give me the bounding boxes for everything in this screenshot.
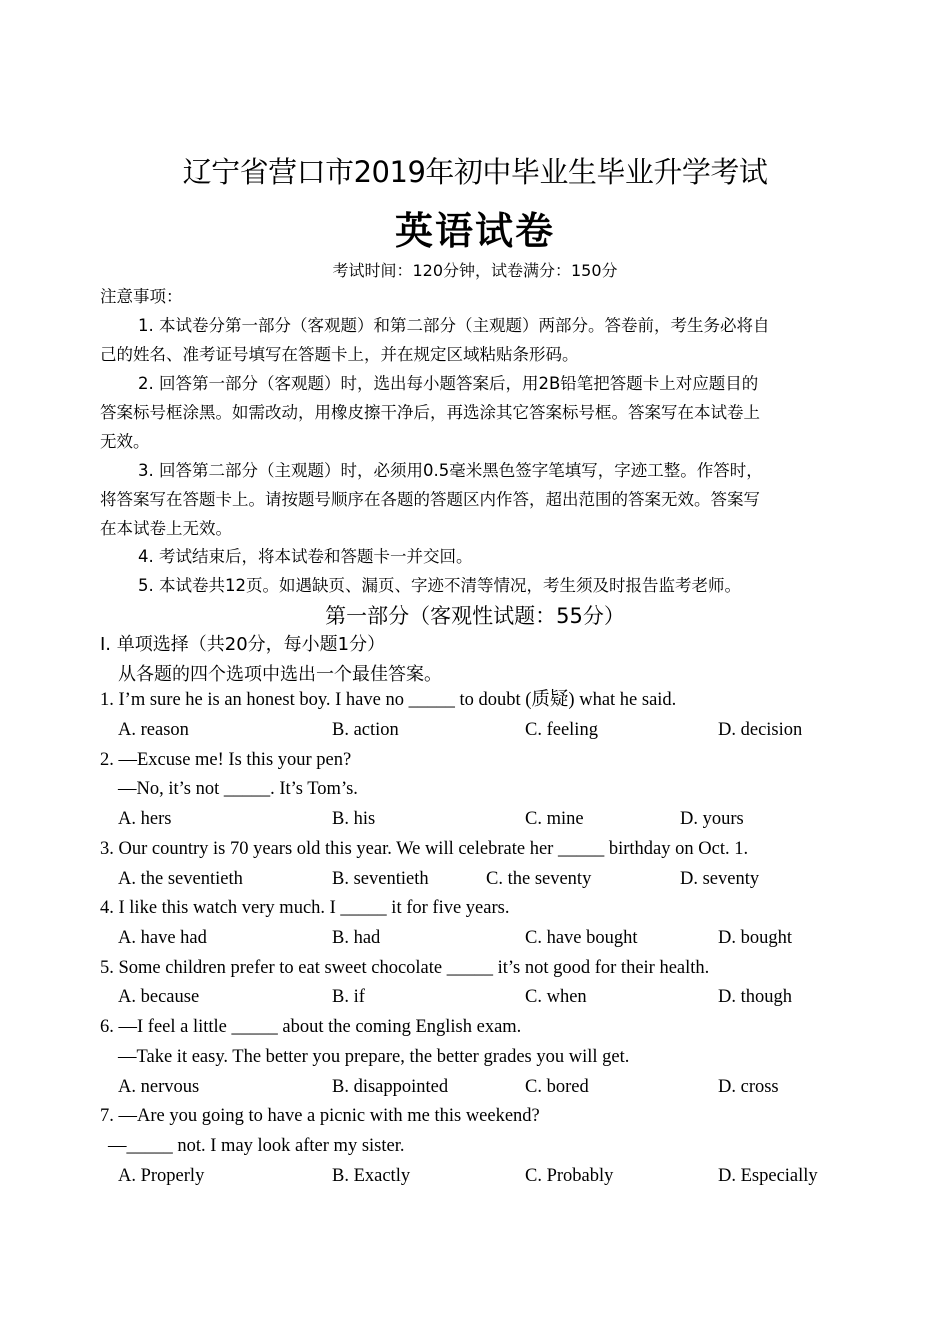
option-c: C. have bought: [525, 928, 638, 948]
question-stem-line: —Take it easy. The better you prepare, the better grades you will get.: [118, 1047, 630, 1067]
note-line: 无效。: [100, 432, 150, 451]
note-line: 在本试卷上无效。: [100, 519, 232, 538]
option-b: B. had: [332, 928, 381, 948]
option-a: A. hers: [118, 809, 172, 829]
option-a: A. nervous: [118, 1077, 200, 1097]
note-line: 己的姓名、准考证号填写在答题卡上，并在规定区域粘贴条形码。: [100, 345, 579, 364]
option-c: C. bored: [525, 1077, 589, 1097]
note-line: 2. 回答第一部分（客观题）时，选出每小题答案后，用2B铅笔把答题卡上对应题目的: [138, 374, 759, 393]
option-b: B. his: [332, 809, 376, 829]
option-c: C. when: [525, 987, 587, 1007]
option-d: D. yours: [680, 809, 744, 829]
part-heading: I. 单项选择（共20分，每小题1分）: [100, 634, 386, 655]
option-b: B. action: [332, 720, 399, 740]
option-d: D. bought: [718, 928, 792, 948]
question-stem: 1. I’m sure he is an honest boy. I have no _____ to doubt (质疑) what he said.: [100, 690, 677, 710]
option-b: B. seventieth: [332, 869, 429, 889]
option-d: D. seventy: [680, 869, 760, 889]
question-stem: 7. —Are you going to have a picnic with me this weekend?: [100, 1106, 540, 1126]
question-stem: 6. —I feel a little _____ about the coming English exam.: [100, 1017, 522, 1037]
option-c: C. the seventy: [486, 869, 592, 889]
question-stem-line: —_____ not. I may look after my sister.: [108, 1136, 405, 1156]
option-a: A. reason: [118, 720, 189, 740]
option-a: A. because: [118, 987, 200, 1007]
note-line: 1. 本试卷分第一部分（客观题）和第二部分（主观题）两部分。答卷前，考生务必将自: [138, 316, 770, 335]
question-stem: 5. Some children prefer to eat sweet chocolate _____ it’s not good for their health.: [100, 958, 710, 978]
part-instruction: 从各题的四个选项中选出一个最佳答案。: [118, 664, 442, 685]
option-a: A. Properly: [118, 1166, 205, 1186]
question-stem: 4. I like this watch very much. I _____ it for five years.: [100, 898, 510, 918]
option-a: A. the seventieth: [118, 869, 243, 889]
note-line: 4. 考试结束后，将本试卷和答题卡一并交回。: [138, 547, 473, 566]
note-line: 将答案写在答题卡上。请按题号顺序在各题的答题区内作答，超出范围的答案无效。答案写: [100, 490, 760, 509]
note-line: 5. 本试卷共12页。如遇缺页、漏页、字迹不清等情况，考生须及时报告监考老师。: [138, 576, 741, 595]
subject-title: 英语试卷: [394, 208, 555, 253]
section-title: 第一部分（客观性试题：55分）: [325, 604, 625, 628]
option-c: C. Probably: [525, 1166, 614, 1186]
option-d: D. decision: [718, 720, 803, 740]
option-b: B. disappointed: [332, 1077, 449, 1097]
option-d: D. cross: [718, 1077, 779, 1097]
question-stem-line: —No, it’s not _____. It’s Tom’s.: [118, 779, 358, 799]
exam-info: 考试时间：120分钟，试卷满分：150分: [332, 261, 618, 280]
question-stem: 3. Our country is 70 years old this year. We will celebrate her _____ birthday on Oct. 1.: [100, 839, 749, 859]
option-b: B. Exactly: [332, 1166, 411, 1186]
option-b: B. if: [332, 987, 365, 1007]
option-d: D. Especially: [718, 1166, 818, 1186]
question-stem: 2. —Excuse me! Is this your pen?: [100, 750, 352, 770]
option-a: A. have had: [118, 928, 207, 948]
exam-title: 辽宁省营口市2019年初中毕业生毕业升学考试: [182, 155, 768, 189]
option-c: C. feeling: [525, 720, 598, 740]
option-c: C. mine: [525, 809, 584, 829]
note-line: 3. 回答第二部分（主观题）时，必须用0.5毫米黑色签字笔填写，字迹工整。作答时，: [138, 461, 763, 480]
note-line: 答案标号框涂黑。如需改动，用橡皮擦干净后，再选涂其它答案标号框。答案写在本试卷上: [100, 403, 760, 422]
option-d: D. though: [718, 987, 792, 1007]
notes-heading: 注意事项：: [100, 287, 183, 306]
